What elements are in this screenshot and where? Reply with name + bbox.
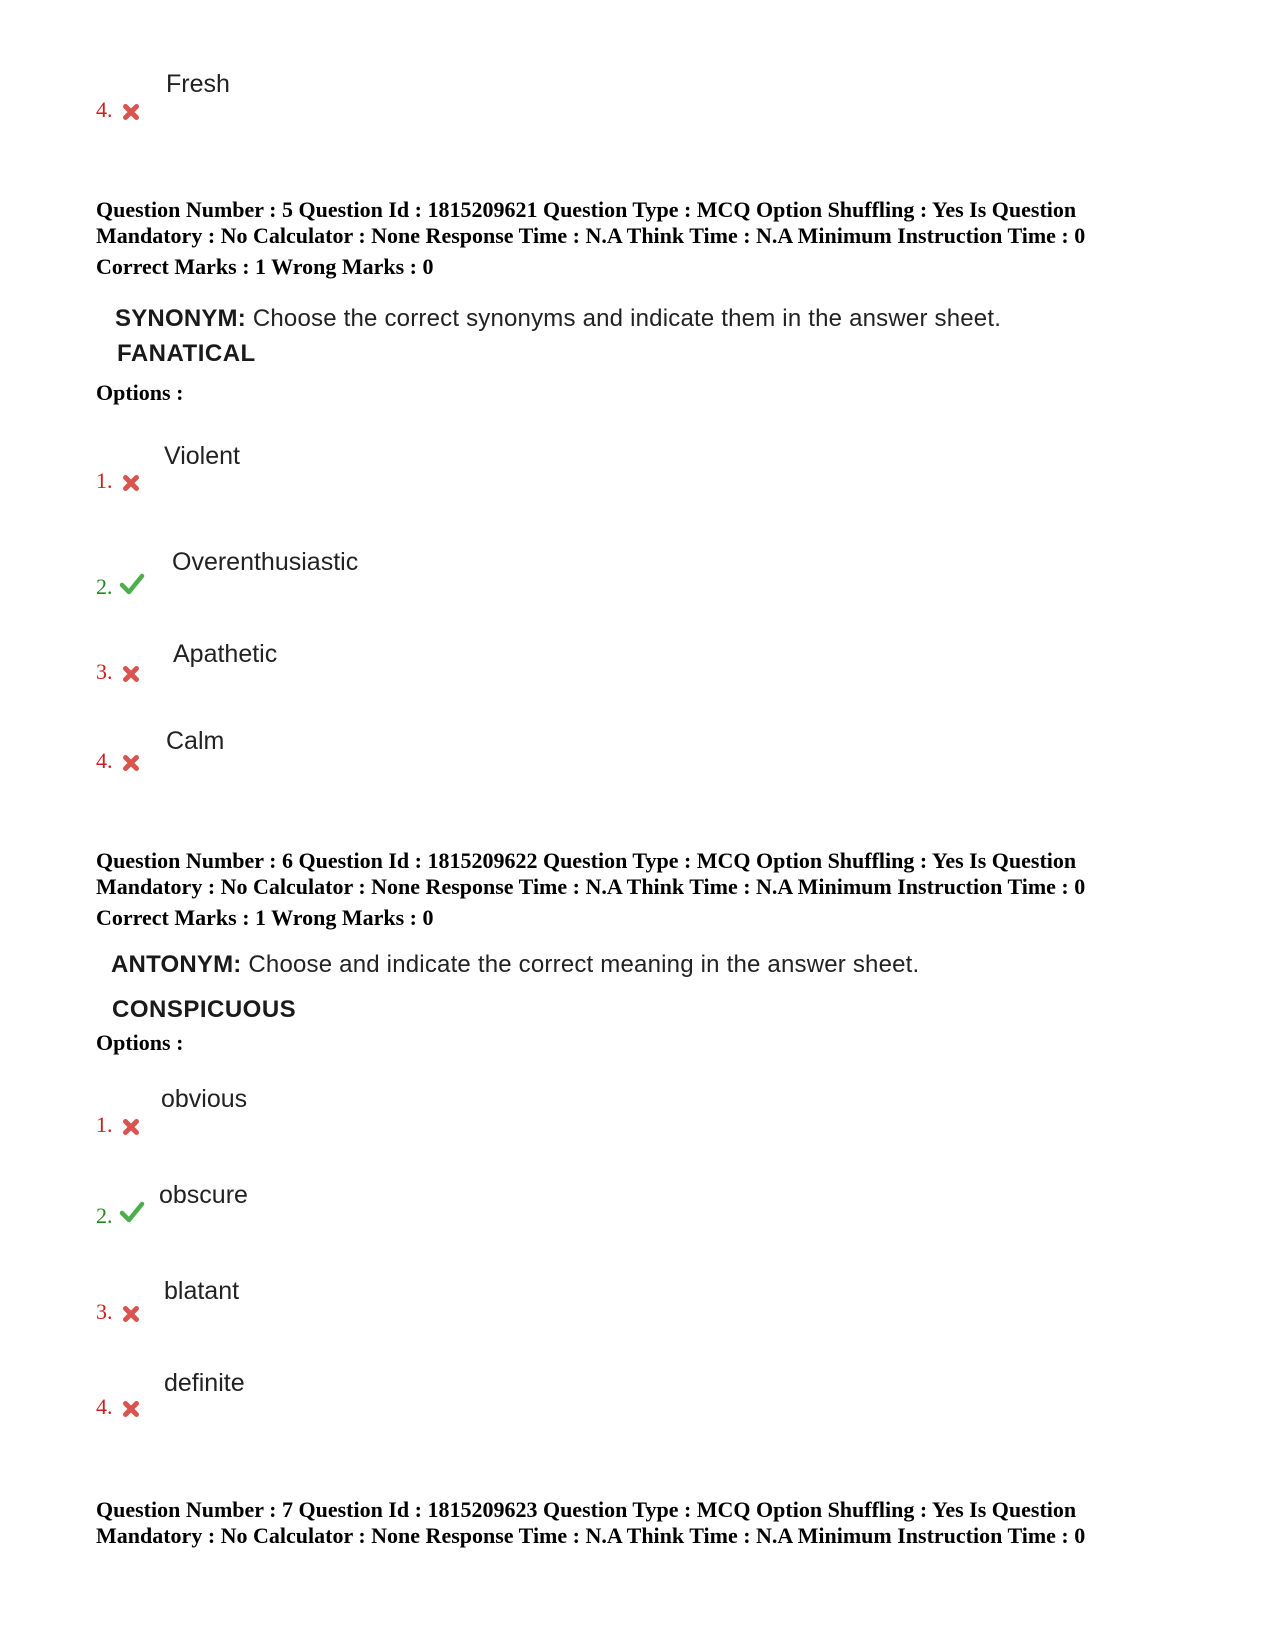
option-number: 4. [96, 1394, 113, 1419]
cross-icon [120, 1398, 142, 1420]
option-number: 2. [96, 1203, 113, 1228]
question-meta: Question Number : 5 Question Id : 1815209621 Question Type : MCQ Option Shuffling : Yes Is Question [96, 197, 1077, 222]
question-prompt [115, 305, 1001, 333]
question-word: CONSPICUOUS [112, 996, 297, 1023]
cross-icon [120, 1116, 142, 1138]
check-icon [119, 572, 145, 596]
option-number: 1. [96, 468, 113, 493]
option-number: 3. [96, 1299, 113, 1324]
prompt-label: ANTONYM: [111, 951, 242, 978]
options-label: Options : [96, 1030, 184, 1055]
prompt-text: Choose the correct synonyms and indicate them in the answer sheet. [252, 305, 1002, 332]
question-marks: Correct Marks : 1 Wrong Marks : 0 [96, 905, 434, 930]
question-marks: Correct Marks : 1 Wrong Marks : 0 [96, 254, 434, 279]
question-meta: Mandatory : No Calculator : None Response Time : N.A Think Time : N.A Minimum Instruction Time : 0 [96, 874, 1086, 899]
question-meta: Mandatory : No Calculator : None Response Time : N.A Think Time : N.A Minimum Instruction Time : 0 [96, 1523, 1086, 1548]
question-prompt [111, 951, 919, 979]
option-text: Overenthusiastic [172, 548, 359, 576]
option-text: Violent [164, 442, 240, 470]
question-meta: Mandatory : No Calculator : None Response Time : N.A Think Time : N.A Minimum Instruction Time : 0 [96, 223, 1086, 248]
question-meta: Question Number : 7 Question Id : 1815209623 Question Type : MCQ Option Shuffling : Yes Is Question [96, 1497, 1077, 1522]
option-text: obscure [159, 1181, 248, 1209]
cross-icon [120, 752, 142, 774]
option-number: 4. [96, 97, 113, 122]
option-text: Calm [166, 727, 225, 755]
option-text: obvious [161, 1085, 248, 1113]
options-label: Options : [96, 380, 184, 405]
option-number: 2. [96, 574, 113, 599]
option-number: 3. [96, 659, 113, 684]
question-meta: Question Number : 6 Question Id : 1815209622 Question Type : MCQ Option Shuffling : Yes Is Question [96, 848, 1077, 873]
cross-icon [120, 472, 142, 494]
prompt-text: Choose and indicate the correct meaning in the answer sheet. [248, 951, 920, 978]
option-number: 4. [96, 748, 113, 773]
cross-icon [120, 1303, 142, 1325]
option-text: definite [164, 1369, 245, 1397]
cross-icon [120, 663, 142, 685]
prompt-label: SYNONYM: [115, 305, 246, 332]
option-text: Fresh [166, 70, 230, 98]
option-text: Apathetic [173, 640, 278, 668]
cross-icon [120, 101, 142, 123]
question-word: FANATICAL [117, 340, 256, 367]
check-icon [119, 1200, 145, 1224]
option-text: blatant [164, 1277, 240, 1305]
option-number: 1. [96, 1112, 113, 1137]
